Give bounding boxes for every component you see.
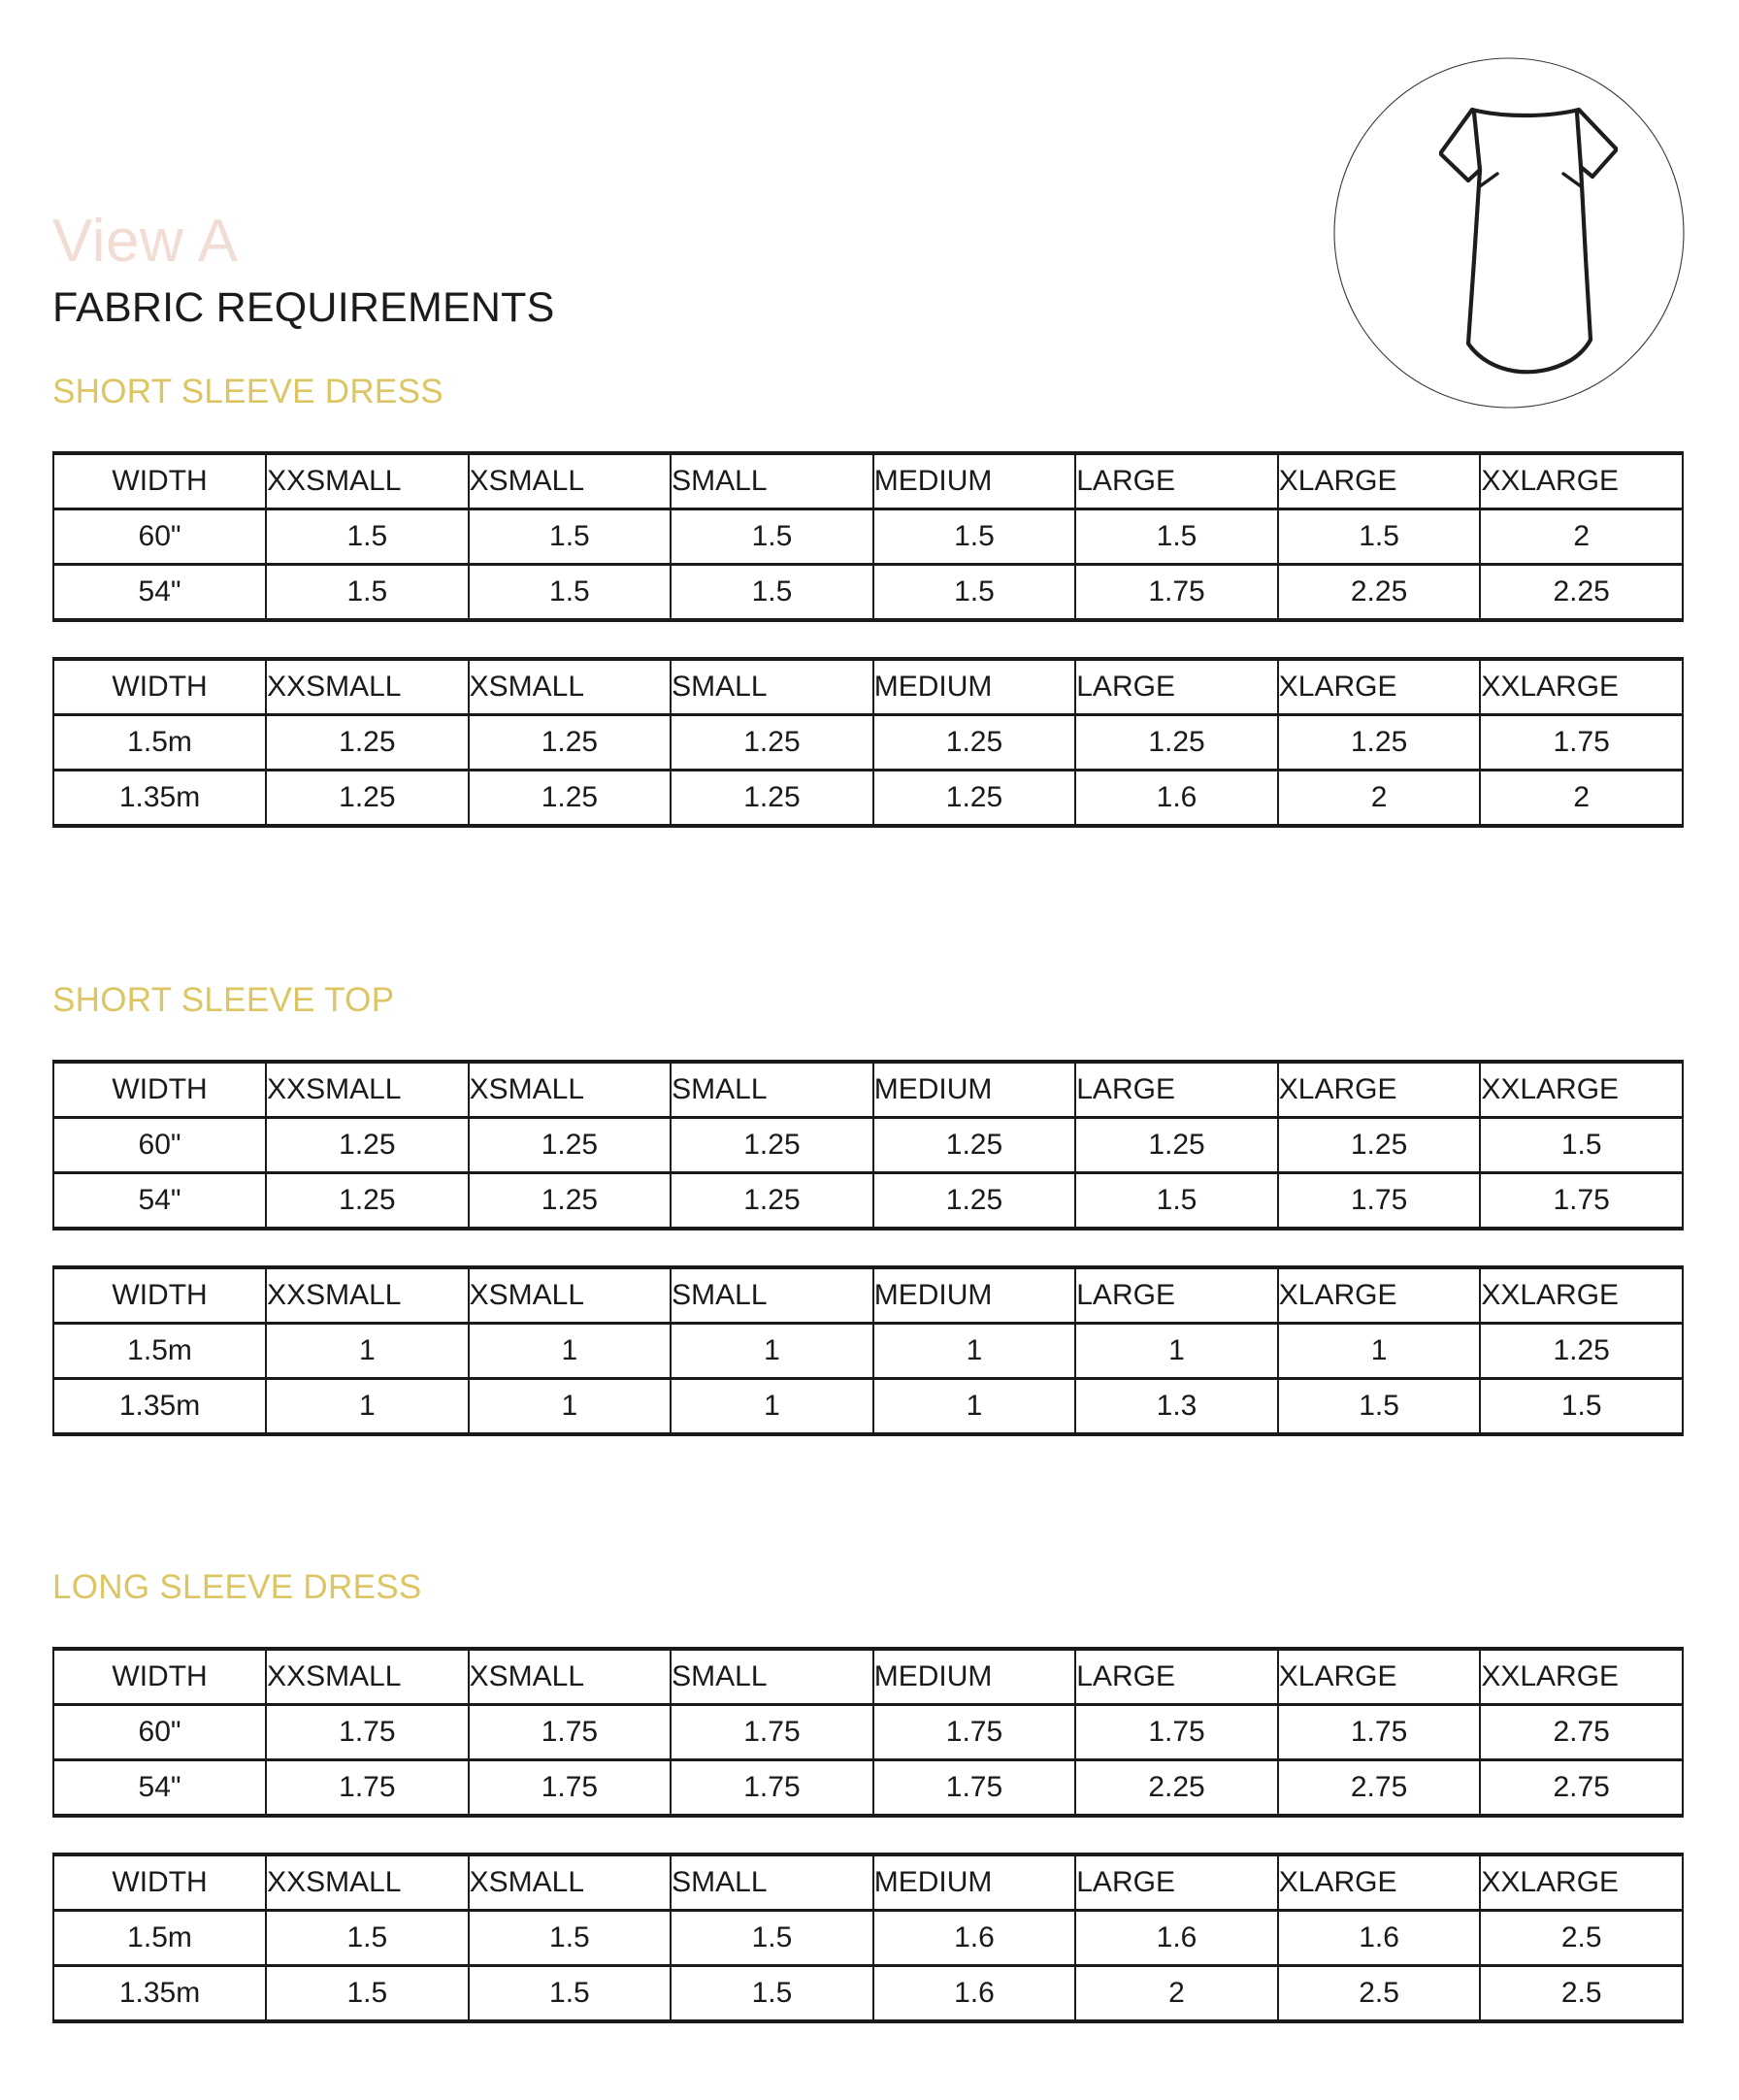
cell-value: 1.75 [1075,1705,1278,1760]
table-row [53,1173,1683,1230]
col-header-large: LARGE [1075,1267,1278,1324]
garment-illustration-badge [1332,56,1686,410]
col-header-small: SMALL [671,1854,873,1911]
row-label: 1.35m [53,1379,266,1435]
cell-value: 1.25 [469,771,672,827]
col-header-large: LARGE [1075,1649,1278,1705]
col-header-small: SMALL [671,1062,873,1118]
cell-value: 1.5 [873,509,1076,565]
fabric-table-short-sleeve-dress-metric [52,657,1684,828]
dress-outline [1441,110,1616,372]
col-header-small: SMALL [671,453,873,509]
cell-value: 1 [266,1324,469,1379]
cell-value: 1.25 [1075,715,1278,771]
cell-value: 1.5 [1075,509,1278,565]
cell-value: 2 [1075,1966,1278,2022]
page-header [52,208,555,331]
section-heading: SHORT SLEEVE DRESS [52,373,443,410]
cell-value: 1.5 [671,1966,873,2022]
fabric-table-short-sleeve-top-imperial [52,1060,1684,1230]
cell-value: 1.25 [671,1118,873,1173]
cell-value: 1.25 [469,1173,672,1230]
col-header-medium: MEDIUM [873,659,1076,715]
table-header-row [53,659,1683,715]
col-header-small: SMALL [671,1649,873,1705]
cell-value: 1.75 [873,1760,1076,1817]
col-header-xxsmall: XXSMALL [266,1267,469,1324]
row-label: 60" [53,509,266,565]
col-header-xlarge: XLARGE [1278,659,1481,715]
table-row [53,771,1683,827]
cell-value: 1.75 [266,1760,469,1817]
cell-value: 2 [1278,771,1481,827]
cell-value: 1.25 [266,715,469,771]
cell-value: 1.5 [1075,1173,1278,1230]
section-short-sleeve-top [52,983,1688,1436]
fabric-table-long-sleeve-dress-imperial [52,1647,1684,1818]
col-header-xxlarge: XXLARGE [1480,453,1683,509]
col-header-xxlarge: XXLARGE [1480,1854,1683,1911]
cell-value: 1.25 [671,771,873,827]
cell-value: 1.25 [671,715,873,771]
cell-value: 2 [1480,771,1683,827]
cell-value: 1.25 [671,1173,873,1230]
table-row [53,1760,1683,1817]
col-header-small: SMALL [671,1267,873,1324]
cell-value: 1.75 [1278,1173,1481,1230]
col-header-xsmall: XSMALL [469,1267,672,1324]
cell-value: 1.25 [873,1173,1076,1230]
cell-value: 1 [873,1379,1076,1435]
cell-value: 1.25 [1278,715,1481,771]
cell-value: 1.5 [266,1966,469,2022]
cell-value: 1.25 [469,715,672,771]
cell-value: 1.5 [469,1911,672,1966]
page-title: FABRIC REQUIREMENTS [52,284,555,331]
cell-value: 1.5 [266,565,469,621]
col-header-medium: MEDIUM [873,1267,1076,1324]
col-header-large: LARGE [1075,1062,1278,1118]
cell-value: 1.25 [1278,1118,1481,1173]
row-label: 54" [53,1760,266,1817]
col-header-xsmall: XSMALL [469,1854,672,1911]
cell-value: 1.25 [469,1118,672,1173]
col-header-xxsmall: XXSMALL [266,659,469,715]
table-row [53,509,1683,565]
cell-value: 1.25 [873,1118,1076,1173]
row-label: 1.35m [53,771,266,827]
col-header-width: WIDTH [53,1854,266,1911]
cell-value: 1.5 [469,1966,672,2022]
cell-value: 1.75 [1480,715,1683,771]
cell-value: 2.75 [1278,1760,1481,1817]
badge-circle-outline [1334,58,1684,408]
col-header-xlarge: XLARGE [1278,453,1481,509]
row-label: 1.5m [53,1324,266,1379]
col-header-xxsmall: XXSMALL [266,1062,469,1118]
cell-value: 1 [873,1324,1076,1379]
cell-value: 1.75 [469,1760,672,1817]
cell-value: 2.75 [1480,1705,1683,1760]
col-header-xxlarge: XXLARGE [1480,1649,1683,1705]
cell-value: 2.5 [1480,1966,1683,2022]
cell-value: 1 [671,1324,873,1379]
cell-value: 1.25 [873,771,1076,827]
col-header-width: WIDTH [53,1062,266,1118]
col-header-large: LARGE [1075,453,1278,509]
cell-value: 1.25 [873,715,1076,771]
table-header-row [53,1062,1683,1118]
cell-value: 1.5 [1480,1118,1683,1173]
col-header-medium: MEDIUM [873,1062,1076,1118]
short-sleeve-dress-illustration [1332,56,1686,410]
section-long-sleeve-dress [52,1570,1688,2023]
col-header-xxsmall: XXSMALL [266,1854,469,1911]
col-header-xxlarge: XXLARGE [1480,1062,1683,1118]
cell-value: 1.75 [873,1705,1076,1760]
section-short-sleeve-dress [52,375,1688,828]
col-header-width: WIDTH [53,659,266,715]
col-header-xxsmall: XXSMALL [266,1649,469,1705]
cell-value: 1.25 [266,1173,469,1230]
table-row [53,1324,1683,1379]
cell-value: 1.25 [1075,1118,1278,1173]
col-header-xsmall: XSMALL [469,659,672,715]
cell-value: 1.5 [671,509,873,565]
cell-value: 1.75 [469,1705,672,1760]
row-label: 1.5m [53,1911,266,1966]
cell-value: 2.25 [1278,565,1481,621]
col-header-xlarge: XLARGE [1278,1649,1481,1705]
table-row [53,1705,1683,1760]
col-header-width: WIDTH [53,1649,266,1705]
cell-value: 1.5 [469,565,672,621]
fabric-table-short-sleeve-dress-imperial [52,451,1684,622]
cell-value: 1 [671,1379,873,1435]
cell-value: 1.5 [266,509,469,565]
cell-value: 2.75 [1480,1760,1683,1817]
col-header-xsmall: XSMALL [469,1649,672,1705]
cell-value: 1.5 [671,565,873,621]
cell-value: 1.25 [1480,1324,1683,1379]
col-header-xxlarge: XXLARGE [1480,659,1683,715]
cell-value: 1.6 [873,1966,1076,2022]
cell-value: 1.25 [266,771,469,827]
cell-value: 1.75 [671,1760,873,1817]
col-header-xlarge: XLARGE [1278,1062,1481,1118]
col-header-width: WIDTH [53,1267,266,1324]
cell-value: 1.6 [1278,1911,1481,1966]
col-header-medium: MEDIUM [873,1649,1076,1705]
table-row [53,1966,1683,2022]
table-header-row [53,1854,1683,1911]
table-row [53,715,1683,771]
view-title: View A [52,208,239,275]
cell-value: 2.25 [1480,565,1683,621]
col-header-xlarge: XLARGE [1278,1267,1481,1324]
cell-value: 1 [1278,1324,1481,1379]
cell-value: 1.25 [266,1118,469,1173]
section-heading: LONG SLEEVE DRESS [52,1568,422,1606]
fabric-table-short-sleeve-top-metric [52,1265,1684,1436]
table-header-row [53,1267,1683,1324]
col-header-xlarge: XLARGE [1278,1854,1481,1911]
cell-value: 2.5 [1278,1966,1481,2022]
cell-value: 1.3 [1075,1379,1278,1435]
table-row [53,565,1683,621]
cell-value: 1 [1075,1324,1278,1379]
row-label: 54" [53,565,266,621]
table-row [53,1379,1683,1435]
col-header-width: WIDTH [53,453,266,509]
col-header-xsmall: XSMALL [469,1062,672,1118]
cell-value: 1.75 [1278,1705,1481,1760]
col-header-large: LARGE [1075,1854,1278,1911]
cell-value: 1.5 [1278,1379,1481,1435]
cell-value: 1.6 [1075,771,1278,827]
cell-value: 2 [1480,509,1683,565]
col-header-large: LARGE [1075,659,1278,715]
table-row [53,1118,1683,1173]
cell-value: 1.5 [1278,509,1481,565]
cell-value: 1.5 [873,565,1076,621]
col-header-xxsmall: XXSMALL [266,453,469,509]
section-heading: SHORT SLEEVE TOP [52,981,395,1019]
cell-value: 1.75 [671,1705,873,1760]
cell-value: 1.5 [1480,1379,1683,1435]
cell-value: 1.5 [469,509,672,565]
cell-value: 1.6 [873,1911,1076,1966]
col-header-xsmall: XSMALL [469,453,672,509]
row-label: 54" [53,1173,266,1230]
fabric-table-long-sleeve-dress-metric [52,1853,1684,2023]
col-header-medium: MEDIUM [873,453,1076,509]
cell-value: 2.5 [1480,1911,1683,1966]
table-header-row [53,453,1683,509]
table-header-row [53,1649,1683,1705]
cell-value: 2.25 [1075,1760,1278,1817]
row-label: 1.5m [53,715,266,771]
cell-value: 1.75 [1480,1173,1683,1230]
cell-value: 1.75 [266,1705,469,1760]
cell-value: 1 [469,1379,672,1435]
row-label: 1.35m [53,1966,266,2022]
cell-value: 1.75 [1075,565,1278,621]
row-label: 60" [53,1118,266,1173]
cell-value: 1 [469,1324,672,1379]
col-header-xxlarge: XXLARGE [1480,1267,1683,1324]
cell-value: 1.6 [1075,1911,1278,1966]
col-header-small: SMALL [671,659,873,715]
table-row [53,1911,1683,1966]
col-header-medium: MEDIUM [873,1854,1076,1911]
cell-value: 1.5 [671,1911,873,1966]
cell-value: 1 [266,1379,469,1435]
row-label: 60" [53,1705,266,1760]
cell-value: 1.5 [266,1911,469,1966]
